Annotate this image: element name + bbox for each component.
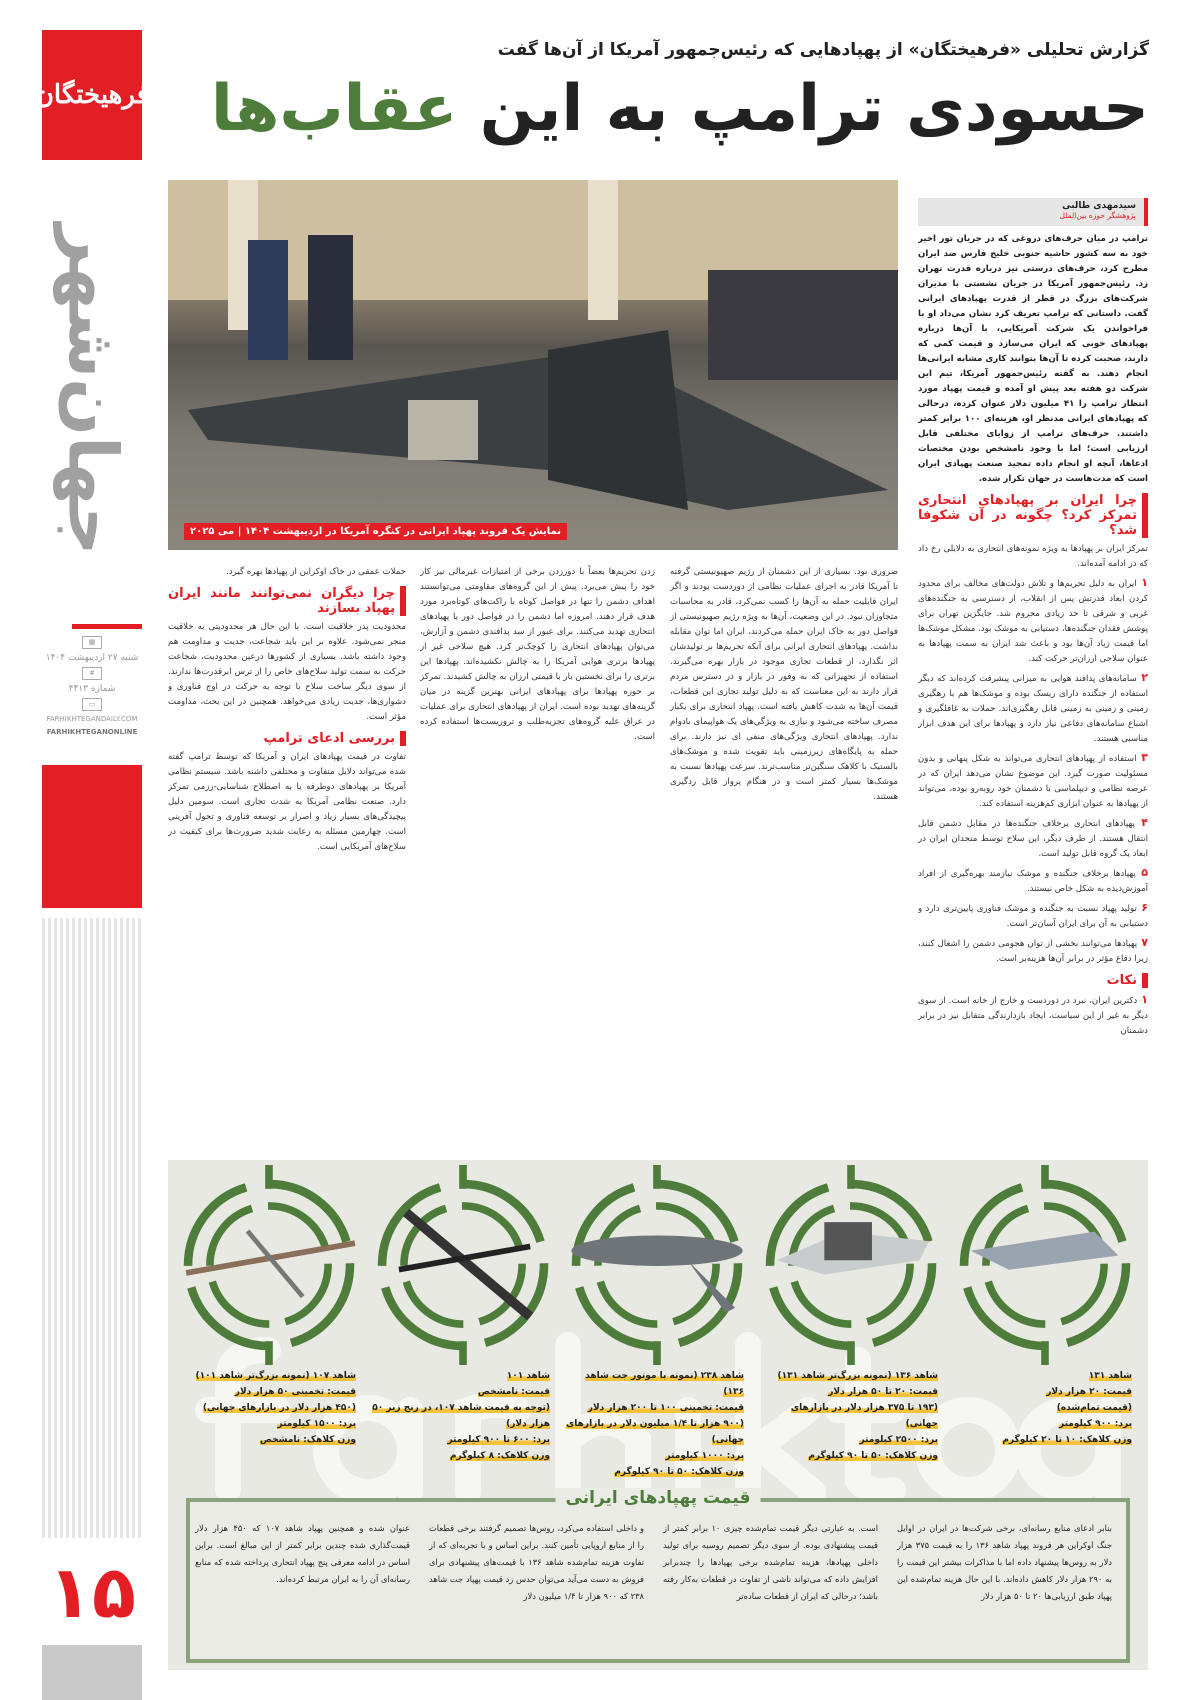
intro-paragraph: ترامپ در میان حرف‌های دروغی که در جریان تور اخیر خود به سه کشور حاشیه جنوبی خلیج فارس ضد ایران مطرح کرد، حرف‌های درستی نیز درباره قدرت تهران زد. رئیس‌جمهور آمریکا در جریان نشستی با مدیران شرکت‌های بزرگ در قطر از قدرت پهپادهای ایرانی گفت. داستانی که ترامپ تعریف کرد نشان می‌داد او با فراخواندن یک شرکت آمریکایی، با آن‌ها درباره پهپادهای خوبی که ایران می‌سازد و قیمت کمی که دارند، صحبت کرده تا آن‌ها بتوانند کاری مشابه ایرانی‌ها انجام دهند. به گفته رئیس‌جمهور آمریکا، تیم این شرکت دو هفته بعد پیش او آمده و قیمت پهپاد مورد انتظار ترامپ را ۴۱ میلیون دلار عنوان کرده، درحالی که پهپادهای ایرانی مدنظر او، هزینه‌ای ۱۰۰ برابر کمتر داشتند. حرف‌های ترامپ از زوایای مختلفی قابل ارزیابی است؛ اما با وجود نامشخص بودن مختصات ادعاها، آنچه او انجام داده تمجید صنعت پهپادی ایران است که مدت‌هاست در جهان تکرار شده.: [918, 234, 1148, 484]
section-title-text: جهان‌شهر: [52, 224, 132, 556]
newspaper-logo: [34, 30, 150, 160]
issue-icon: #: [82, 667, 102, 680]
list-item-text: پهپادهای انتحاری برخلاف جنگنده‌ها در مقابل دشمن قابل انتقال هستند. از طرف دیگر، این سلاح توسط متحدان ایران در ابعاد یک گروه قابل تولید است.: [918, 819, 1148, 859]
spec-price: قیمت: ۲۰ هزار دلار: [1046, 1387, 1132, 1397]
spec-row: [950, 1368, 1132, 1384]
spec-row: [174, 1416, 356, 1432]
spec-row: [562, 1400, 744, 1416]
spec-price: قیمت: ۲۰ تا ۵۰ هزار دلار: [828, 1387, 938, 1397]
subheading: بررسی ادعای ترامپ: [168, 731, 406, 746]
spec-row: [756, 1432, 938, 1448]
drone-spec: [756, 1368, 946, 1464]
spec-name: شاهد ۱۰۱: [506, 1371, 550, 1381]
stripe-pattern: [42, 918, 142, 1538]
list-item: ۳ استفاده از پهپادهای انتحاری می‌تواند به شکل پنهانی و بدون مسئولیت صورت گیرد. این موضوع نشان می‌دهد ایران که در عرصه نظامی و دیپلماسی با دشمنان خود روبه‌رو بوده، می‌تواند از پهپادها به عنوان ابزاری کم‌هزینه استفاده کند.: [918, 751, 1148, 809]
list-item-text: پهپادها می‌توانند بخشی از توان هجومی دشمن را اشغال کنند، زیرا دفاع مؤثر در برابر آن‌ها هزینه‌بر است.: [918, 939, 1148, 964]
spec-note: (قیمت تمام‌شده): [1056, 1403, 1132, 1413]
drone-spec: [174, 1368, 364, 1448]
spec-row: [950, 1400, 1132, 1416]
spec-warhead: وزن کلاهک: ۱۰ تا ۲۰ کیلوگرم: [1002, 1435, 1132, 1445]
spec-row: [368, 1368, 550, 1384]
author-role: پژوهشگر حوزه بین‌الملل: [1059, 211, 1136, 220]
spec-range: برد: ۱۵۰۰ کیلومتر: [277, 1419, 356, 1429]
paragraph: ضروری بود. بسیاری از این دشمنان از رژیم صهیونیستی گرفته تا آمریکا قادر به اجرای عملیات نظامی از دوردست بودند و اگر ایران قابلیت حمله به آن‌ها را کسب نمی‌کرد، قادر به محاسبات متجاوزان نبود. در این وضعیت، آن‌ها به ویژه رژیم صهیونیستی از فواصل دور به خاک ایران حمله می‌کردند، ایران اما توان مقابله نداشت. پهپادهای انتحاری ایرانی برای آنکه تحریم‌ها بر تولیدشان اثر نگذارد، از قطعات تجاری موجود در بازار بهره می‌گیرند. استفاده از تجهیزاتی که به وفور در بازار و در دسترس مردم قرار دارند به این معناست که به دلیل تولید تجاری این قطعات، قیمت آن‌ها به شدت کاهش یافته است. پهپاد انتحاری برای یکبار مصرف ساخته می‌شود و نیازی به ویژگی‌های یک هواپیمای بادوام ندارد. پهپادهای انتحاری ویژگی‌های منفی ای نیز دارند. برای حمله به پایگاه‌های زیرزمینی باید تقویت شده و موشک‌های بالستیک با کلاهک سنگین‌تر مناسب‌ترند. سرعت پهپادها نسبت به موشک‌ها بسیار کمتر است و در هنگام پرواز قابل ردگیری هستند.: [670, 567, 898, 802]
price-text: است. به عبارتی دیگر قیمت تمام‌شده چیزی ۱۰ برابر کمتر از قیمت پیشنهادی بوده. از سوی دیگر تصمیم روسیه برای تولید داخلی پهپادها، هزینه تمام‌شده برخی پهپادها را چندبرابر افزایش داده که می‌تواند ناشی از تفاوت در قطعات به‌کار رفته باشد؛ درحالی که ایران از قطعات ساده‌تر: [663, 1523, 878, 1601]
spec-row: [950, 1416, 1132, 1432]
headline-green: عقاب‌ها: [210, 72, 458, 146]
spec-name: شاهد ۲۳۸ (نمونه با موتور جت شاهد ۱۳۶): [585, 1371, 744, 1397]
spec-note: (۴۵۰ هزار دلار در بازارهای جهانی): [202, 1403, 356, 1413]
drone-target-graphic: [950, 1165, 1140, 1365]
drone-spec: [562, 1368, 752, 1480]
paragraph: حملات عمقی در خاک اوکراین از پهپادها بهره گیرد.: [226, 567, 406, 577]
spec-note: (۹۰۰ هزار تا ۱/۴ میلیون دلار در بازارهای جهانی): [566, 1419, 744, 1445]
spec-range: برد: ۲۵۰۰ کیلومتر: [859, 1435, 938, 1445]
social-handle: FARHIKHTEGANONLINE: [46, 728, 138, 736]
spec-row: [562, 1464, 744, 1480]
spec-row: [756, 1400, 938, 1432]
main-photo: [168, 180, 898, 550]
spec-price: قیمت: تخمینی ۵۰ هزار دلار: [234, 1387, 356, 1397]
spec-row: [756, 1448, 938, 1464]
list-item: ۱ ایران به دلیل تحریم‌ها و تلاش دولت‌های مخالف برای محدود کردن ابعاد قدرتش پس از انقلاب، از دسترسی به جنگنده‌های غربی و شرقی تا حد زیادی محروم شد. جایگزین تهران برای پوشش فقدان جنگنده‌ها، دستیابی به موشک بود. مشکل موشک‌ها اما قیمت زیاد آن‌ها بود و باعث شد ایران به سمت پهپادها به عنوان سلاحی ارزان‌تر حرکت کند.: [918, 576, 1148, 664]
price-text: عنوان شده و همچنین پهپاد شاهد ۱۰۷ که ۴۵۰ هزار دلار قیمت‌گذاری شده چندین برابر کمتر از این مبالغ است. براین اساس در ادامه معرفی پنج پهپاد انتحاری پرداخته شده که منابع رسانه‌ای آن را به ایران مرتبط کرده‌اند.: [195, 1523, 410, 1584]
spec-row: [174, 1384, 356, 1400]
list-item: ۲ سامانه‌های پدافند هوایی به میزانی پیشرفت کرده‌اند که دیگر استفاده از جنگنده دارای ریسک بوده و موشک‌ها هم با رهگیری زمینی و زمینی به زمینی قابل رهگیری‌اند. حملات به غافلگیری و اشباع سامانه‌های دفاعی نیاز دارد و پهپادها برای این هدف ابزار مناسبی هستند.: [918, 671, 1148, 744]
list-item: ۶ تولید پهپاد نسبت به جنگنده و موشک فناوری پایین‌تری دارد و دستیابی به آن برای ایران آسان‌تر است.: [918, 901, 1148, 929]
drone-spec: [950, 1368, 1140, 1448]
spec-row: [562, 1368, 744, 1400]
spec-price: قیمت: تخمینی ۱۰۰ تا ۲۰۰ هزار دلار: [587, 1403, 744, 1413]
paragraph: زدن تحریم‌ها بعضاً با دورزدن برخی از امتیازات غیرمالی نیز کار خود را پیش می‌برد. پیش از این گروه‌های مقاومتی می‌توانستند اهداف دشمن را تنها در فواصل کوتاه با راکت‌های کوتاه‌برد مورد هدف قرار دهند. امروزه اما دشمن را در فواصل دور با پهپادهای انتحاری تهدید می‌کنند. برای عبور از سد پدافندی دشمن و آزارش، می‌توان پهپادهای انتحاری را کوچک‌تر کرد. هیچ سلاحی غیر از پهپادها برتری هوایی آمریکا را به چالش نکشیده‌اند. پهپادها این برتری را برای نخستین بار با قیمتی ارزان به چالش کشیدند. تمرکز بر حوزه پهپادها برای پهپادهای ایرانی بهترین گزینه در میان گزینه‌های تهدید بوده است. ایران از پهپادهای انتحاری برای عملیات در عراق علیه گروه‌های تجزیه‌طلب و تروریست‌ها استفاده کرده است.: [420, 567, 655, 742]
spec-row: [562, 1416, 744, 1448]
list-item: ۴ پهپادهای انتحاری برخلاف جنگنده‌ها در مقابل دشمن قابل انتقال هستند. از طرف دیگر، این سلاح توسط متحدان ایران در ابعاد یک گروه قابل تولید است.: [918, 816, 1148, 859]
drone-target-graphic: [174, 1165, 364, 1365]
spec-row: [368, 1448, 550, 1464]
spec-range: برد: ۶۰۰ تا ۹۰۰ کیلومتر: [447, 1435, 550, 1445]
drone-target-graphic: [562, 1165, 752, 1365]
spec-row: [562, 1448, 744, 1464]
spec-row: [756, 1368, 938, 1384]
spec-range: برد: ۹۰۰ کیلومتر: [1058, 1419, 1132, 1429]
headline: [211, 72, 1149, 146]
list-item-text: پهپادها برخلاف جنگنده و موشک نیازمند بهره‌گیری از افراد آموزش‌دیده به شکل خاص نیستند.: [918, 869, 1148, 894]
spec-range: برد: ۱۰۰۰ کیلومتر: [665, 1451, 744, 1461]
subheading: نکات: [918, 973, 1148, 988]
list-item-text: تولید پهپاد نسبت به جنگنده و موشک فناوری پایین‌تری دارد و دستیابی به آن برای ایران آسان‌تر است.: [918, 904, 1148, 929]
column-4: [168, 565, 406, 1150]
list-item: ۵ پهپادها برخلاف جنگنده و موشک نیازمند بهره‌گیری از افراد آموزش‌دیده به شکل خاص نیستند.: [918, 866, 1148, 894]
subheading: چرا دیگران نمی‌توانند مانند ایران پهپاد بسازند: [168, 586, 406, 616]
price-box-title: قیمت پهپادهای ایرانی: [556, 1488, 761, 1508]
column-2: [670, 565, 898, 1150]
spec-warhead: وزن کلاهک: ۵۰ تا ۹۰ کیلوگرم: [614, 1467, 744, 1477]
spec-row: [368, 1384, 550, 1400]
list-item-text: استفاده از پهپادهای انتحاری می‌تواند به شکل پنهانی و بدون مسئولیت صورت گیرد. این موضوع نشان می‌دهد ایران که در عرصه نظامی و دیپلماسی با دشمنان خود روبه‌رو بوده، می‌تواند از پهپادها به عنوان ابزاری کم‌هزینه استفاده کند.: [918, 754, 1148, 809]
spec-note: (توجه به قیمت شاهد ۱۰۷، در رنج زیر ۵۰ هزار دلار): [372, 1403, 550, 1429]
spec-row: [174, 1400, 356, 1416]
price-text: و داخلی استفاده می‌کرد، روس‌ها تصمیم گرفتند برخی قطعات را از منابع اروپایی تأمین کنند. براین اساس و با تجربه‌ای که از تفاوت هزینه تمام‌شده شاهد ۱۳۶ با قیمت‌های پیشنهادی برای فروش به دست می‌آید می‌توان حدس زد قیمت پهپاد جت شاهد ۲۳۸ که ۹۰۰ هزار تا ۱/۴ میلیون دلار: [429, 1523, 644, 1601]
spec-price: قیمت: نامشخص: [477, 1387, 550, 1397]
divider: [72, 624, 142, 629]
logo-text: فرهیختگان: [34, 80, 150, 110]
drone-spec: [368, 1368, 558, 1464]
photo-caption: نمایش یک فروند پهپاد ایرانی در کنگره آمریکا در اردیبهشت ۱۴۰۴ | می ۲۰۲۵: [184, 523, 567, 540]
list-item-text: دکترین ایران، نبرد در دوردست و خارج از خانه است. از سوی دیگر به غیر از این سیاست، ایجاد بازدارندگی متقابل نیز در برابر دشمنان: [918, 996, 1148, 1036]
web-icon: ▭: [82, 698, 102, 711]
red-block: [42, 765, 142, 908]
issue-date: شنبه ۲۷ اردیبهشت ۱۴۰۴: [45, 653, 139, 663]
spec-note: (۱۹۳ تا ۳۷۵ هزار دلار در بازارهای جهانی): [790, 1403, 938, 1429]
price-text: بنابر ادعای منابع رسانه‌ای، برخی شرکت‌ها در ایران در اوایل جنگ اوکراین هر فروند پهپاد شاهد ۱۳۶ را به قیمت ۳۷۵ هزار دلار به روس‌ها پیشنهاد داده اما با مذاکرات بیشتر این قیمت را به ۲۹۰ هزار دلار کاهش داده‌اند. با این حال هزینه تمام‌شده این پهپاد طبق ارزیابی‌ها ۲۰ تا ۵۰ هزار دلار: [897, 1523, 1112, 1601]
list-item: ۱ دکترین ایران، نبرد در دوردست و خارج از خانه است. از سوی دیگر به غیر از این سیاست، ایجاد بازدارندگی متقابل نیز در برابر دشمنان: [918, 993, 1148, 1036]
paragraph: محدودیت پدر خلاقیت است. با این حال هر محدودیتی به خلاقیت منجر نمی‌شود. علاوه بر این باید شجاعت، جدیت و مداومت هم وجود داشته باشد. بسیاری از کشورها درعین محدودیت، شجاعت حرکت به سمت تولید سلاح‌های خاص را از ترس ابرقدرت‌ها ندارند. از سوی دیگر ساخت سلاح با توجه به حرکت در اوج فناوری و دشواری‌ها، جدیت زیادی می‌خواهد. همچنین در این بحث، مداومت مؤثر است.: [168, 622, 406, 722]
spec-name: شاهد ۱۰۷ (نمونه بزرگ‌تر شاهد ۱۰۱): [195, 1371, 356, 1381]
issue-info: [42, 636, 142, 737]
spec-row: [174, 1432, 356, 1448]
author-box: [918, 198, 1148, 226]
spec-warhead: وزن کلاهک: نامشخص: [259, 1435, 356, 1445]
target-reticle-icon: [174, 1165, 364, 1365]
issue-number: شماره ۴۴۱۳: [68, 684, 116, 694]
spec-warhead: وزن کلاهک: ۵۰ تا ۹۰ کیلوگرم: [808, 1451, 938, 1461]
target-reticle-icon: [756, 1165, 946, 1365]
section-title: [42, 200, 142, 580]
author-name: سیدمهدی طالبی: [1062, 201, 1136, 211]
target-reticle-icon: [950, 1165, 1140, 1365]
drone-photo-illustration: [168, 180, 898, 550]
spec-warhead: وزن کلاهک: ۸ کیلوگرم: [449, 1451, 550, 1461]
target-reticle-icon: [368, 1165, 558, 1365]
drone-target-graphic: [756, 1165, 946, 1365]
target-reticle-icon: [562, 1165, 752, 1365]
gray-block: [42, 1645, 142, 1700]
column-3: [420, 565, 655, 1150]
paragraph: تمرکز ایران بر پهپادها به ویژه نمونه‌های انتحاری به دلایلی رخ داد که در ادامه آمده‌اند.: [918, 544, 1148, 569]
spec-name: شاهد ۱۳۶ (نمونه بزرگ‌تر شاهد ۱۳۱): [777, 1371, 938, 1381]
spec-name: شاهد ۱۳۱: [1088, 1371, 1132, 1381]
list-item-text: سامانه‌های پدافند هوایی به میزانی پیشرفت کرده‌اند که دیگر استفاده از جنگنده دارای ریسک بوده و موشک‌ها هم با رهگیری زمینی و زمینی به زمینی قابل رهگیری‌اند. حملات به غافلگیری و اشباع سامانه‌های دفاعی نیاز دارد و پهپادها برای این هدف ابزار مناسبی هستند.: [918, 674, 1148, 744]
column-right: [918, 232, 1148, 1152]
drone-target-graphic: [368, 1165, 558, 1365]
spec-row: [756, 1384, 938, 1400]
paragraph: تفاوت در قیمت پهپادهای ایران و آمریکا که توسط ترامپ گفته شده می‌تواند دلایل متفاوت و مختلفی داشته باشد. سیستم نظامی آمریکا بر پهپادهای دوطرفه یا به اصطلاح شناسایی-رزمی تمرکز دارد. صنعت نظامی آمریکا به شدت تجاری است. سومین دلیل پیچیدگی‌های بسیار زیاد و اصرار بر توسعه فناوری و تحول آفرینی است. چهارمین مسئله به رعایت شدید ضرورت‌ها برای کیفیت در سلاح‌های آمریکایی است.: [168, 752, 406, 852]
spec-row: [950, 1384, 1132, 1400]
list-item: ۷ پهپادها می‌توانند بخشی از توان هجومی دشمن را اشغال کنند، زیرا دفاع مؤثر در برابر آن‌ها هزینه‌بر است.: [918, 936, 1148, 964]
calendar-icon: ▦: [82, 636, 102, 649]
spec-row: [368, 1400, 550, 1432]
headline-black: حسودی ترامپ به این: [457, 72, 1149, 146]
kicker: گزارش تحلیلی «فرهیختگان» از پهپادهایی که رئیس‌جمهور آمریکا از آن‌ها گفت: [497, 40, 1149, 60]
drone-infographic: [168, 1160, 1148, 1670]
spec-row: [368, 1432, 550, 1448]
website-link[interactable]: FARHIKHTEGANDAILY.COM: [46, 715, 138, 723]
price-box: [186, 1488, 1130, 1663]
list-item-text: ایران به دلیل تحریم‌ها و تلاش دولت‌های مخالف برای محدود کردن ابعاد قدرتش پس از انقلاب، از دسترسی به جنگنده‌های غربی و شرقی تا حد زیادی محروم شد. جایگزین تهران برای پوشش فقدان جنگنده‌ها، دستیابی به موشک بود. مشکل موشک‌ها اما قیمت زیاد آن‌ها بود و باعث شد ایران به سمت پهپادها به عنوان سلاحی ارزان‌تر حرکت کند.: [918, 579, 1148, 664]
spec-row: [174, 1368, 356, 1384]
page-number: ۱۵: [48, 1550, 136, 1634]
subheading: چرا ایران بر پهپادهای انتحاری تمرکز کرد؟ چگونه در آن شکوفا شد؟: [918, 493, 1148, 538]
spec-row: [950, 1432, 1132, 1448]
